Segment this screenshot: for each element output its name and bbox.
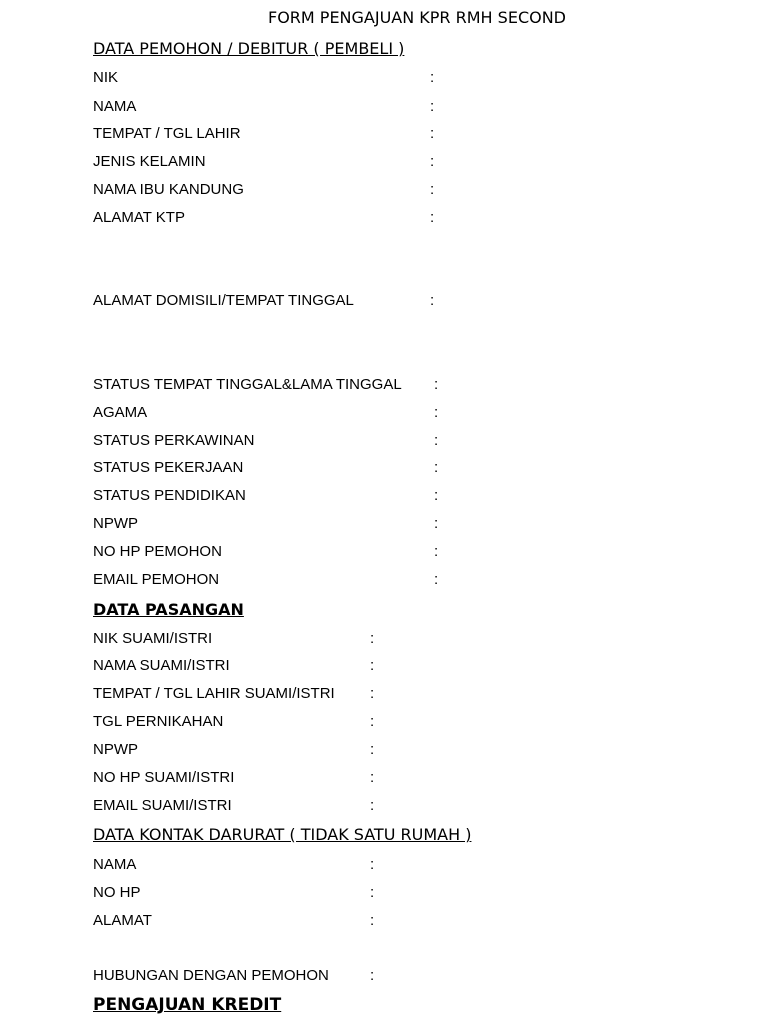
field-colon: : <box>430 292 435 309</box>
field-colon: : <box>370 630 375 647</box>
field-label-jenis-kelamin: JENIS KELAMIN <box>93 153 206 170</box>
field-colon: : <box>434 432 439 449</box>
field-label-no-hp-suami-istri: NO HP SUAMI/ISTRI <box>93 769 235 786</box>
field-label-status-pekerjaan: STATUS PEKERJAAN <box>93 459 244 476</box>
field-colon: : <box>370 884 375 901</box>
field-label-no-hp-darurat: NO HP <box>93 884 141 901</box>
field-label-tempat-tgl-lahir-suami-istri: TEMPAT / TGL LAHIR SUAMI/ISTRI <box>93 685 335 702</box>
field-colon: : <box>370 912 375 929</box>
field-colon: : <box>434 404 439 421</box>
field-colon: : <box>370 769 375 786</box>
field-label-no-hp-pemohon: NO HP PEMOHON <box>93 543 222 560</box>
field-label-nik: NIK <box>93 69 119 86</box>
field-colon: : <box>434 515 439 532</box>
section-heading-pasangan: DATA PASANGAN <box>93 600 244 619</box>
field-label-alamat-darurat: ALAMAT <box>93 912 152 929</box>
field-label-email-pemohon: EMAIL PEMOHON <box>93 571 220 588</box>
field-label-nama-darurat: NAMA <box>93 856 137 873</box>
field-colon: : <box>370 967 375 984</box>
field-colon: : <box>370 741 375 758</box>
field-colon: : <box>370 657 375 674</box>
field-label-email-suami-istri: EMAIL SUAMI/ISTRI <box>93 797 232 814</box>
field-colon: : <box>434 376 439 393</box>
field-label-status-pendidikan: STATUS PENDIDIKAN <box>93 487 246 504</box>
field-label-npwp-pasangan: NPWP <box>93 741 138 758</box>
field-colon: : <box>434 459 439 476</box>
field-colon: : <box>434 487 439 504</box>
section-heading-pengajuan-kredit: PENGAJUAN KREDIT <box>93 995 282 1015</box>
field-label-nama-ibu-kandung: NAMA IBU KANDUNG <box>93 181 244 198</box>
field-label-alamat-ktp: ALAMAT KTP <box>93 209 185 226</box>
field-label-status-tempat-tinggal: STATUS TEMPAT TINGGAL&LAMA TINGGAL <box>93 376 402 393</box>
field-label-tempat-tgl-lahir: TEMPAT / TGL LAHIR <box>93 125 241 142</box>
field-colon: : <box>434 543 439 560</box>
field-label-status-perkawinan: STATUS PERKAWINAN <box>93 432 255 449</box>
field-colon: : <box>430 181 435 198</box>
field-label-hubungan: HUBUNGAN DENGAN PEMOHON <box>93 967 329 984</box>
form-title: FORM PENGAJUAN KPR RMH SECOND <box>267 8 566 27</box>
field-label-nama-suami-istri: NAMA SUAMI/ISTRI <box>93 657 230 674</box>
field-label-npwp: NPWP <box>93 515 138 532</box>
field-colon: : <box>430 69 435 86</box>
field-colon: : <box>370 856 375 873</box>
field-colon: : <box>370 797 375 814</box>
field-label-nik-suami-istri: NIK SUAMI/ISTRI <box>93 630 213 647</box>
field-label-agama: AGAMA <box>93 404 148 421</box>
field-colon: : <box>430 209 435 226</box>
field-label-alamat-domisili: ALAMAT DOMISILI/TEMPAT TINGGAL <box>93 292 354 309</box>
section-heading-kontak-darurat: DATA KONTAK DARURAT ( TIDAK SATU RUMAH ) <box>93 825 472 844</box>
field-colon: : <box>430 125 435 142</box>
field-colon: : <box>370 685 375 702</box>
section-heading-pemohon: DATA PEMOHON / DEBITUR ( PEMBELI ) <box>93 39 405 58</box>
field-label-nama: NAMA <box>93 98 137 115</box>
field-label-tgl-pernikahan: TGL PERNIKAHAN <box>93 713 224 730</box>
field-colon: : <box>434 571 439 588</box>
field-colon: : <box>430 98 435 115</box>
field-colon: : <box>370 713 375 730</box>
field-colon: : <box>430 153 435 170</box>
